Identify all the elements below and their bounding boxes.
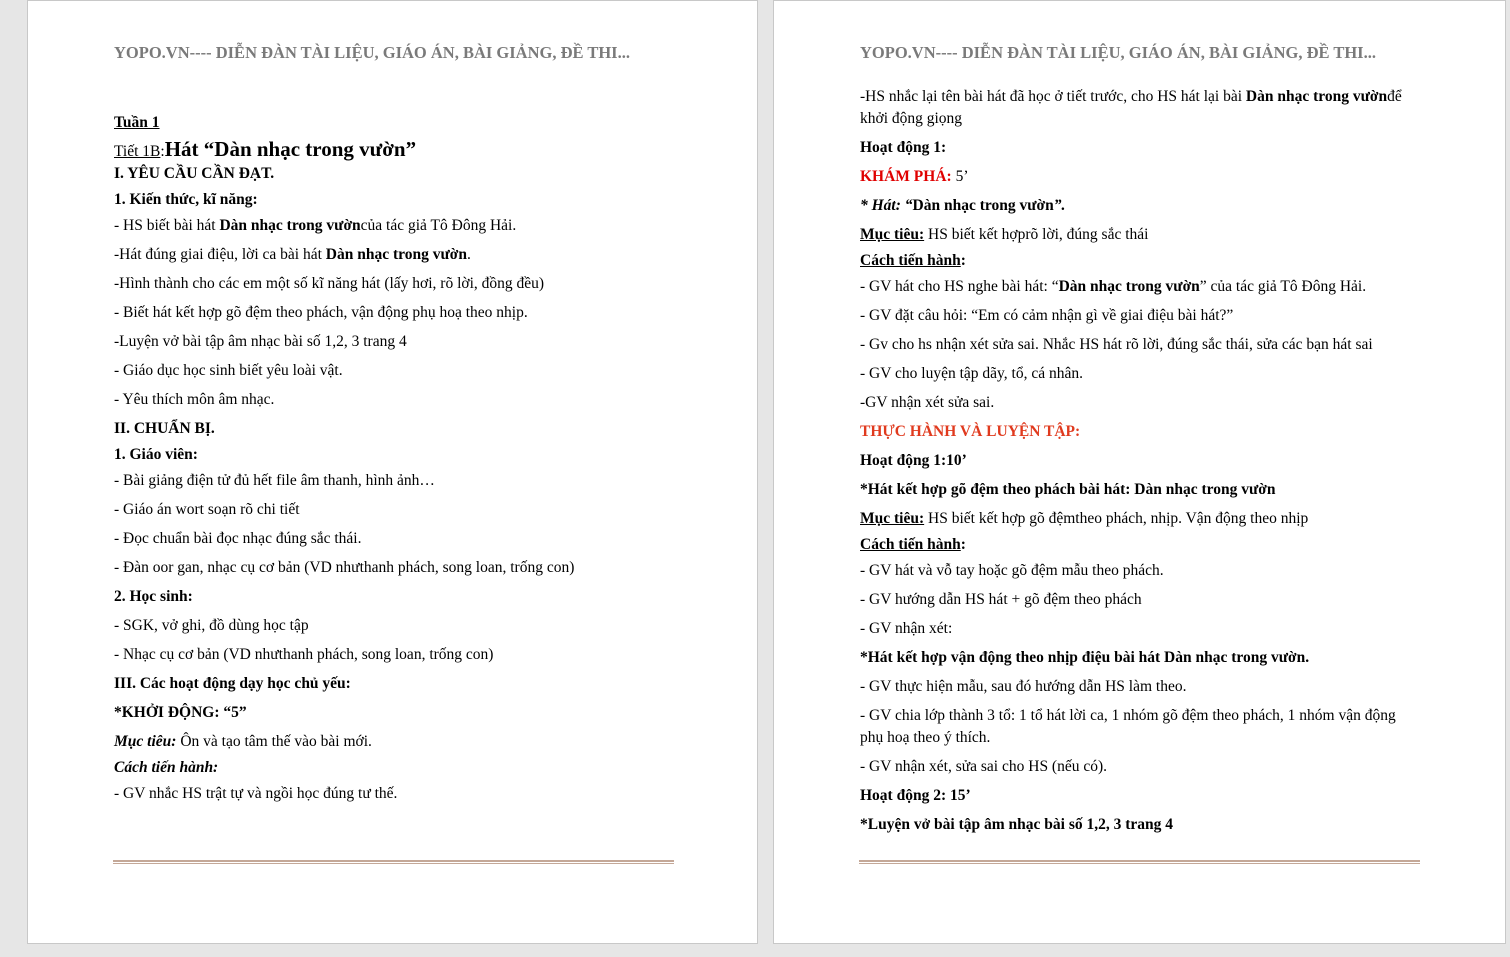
text: ”. (1053, 197, 1066, 214)
objective-line: - Yêu thích môn âm nhạc. (114, 391, 275, 408)
text: ” của tác giả Tô Đông Hải. (1199, 278, 1367, 295)
prep-line: - Nhạc cụ cơ bản (VD nhưthanh phách, song loan, trống con) (114, 646, 494, 663)
text: -Hát đúng giai điệu, lời ca bài hát (114, 246, 326, 263)
week-heading: Tuần 1 (114, 114, 160, 131)
page-body (114, 112, 674, 812)
procedure-line: -GV nhận xét sửa sai. (860, 394, 995, 411)
goal-label: Mục tiêu: (860, 510, 925, 527)
objective-line: - Giáo dục học sinh biết yêu loài vật. (114, 362, 343, 379)
objective-line: -Hình thành cho các em một số kĩ năng hát (lấy hơi, rõ lời, đồng đều) (114, 275, 545, 292)
procedure-line: - GV nhận xét, sửa sai cho HS (nếu có). (860, 758, 1108, 775)
footer-rule (113, 860, 674, 864)
text: *Hát kết hợp vận động theo nhịp điệu bài hát (860, 649, 1165, 666)
activity-heading: Hoạt động 1: (860, 139, 947, 156)
procedure-label: Cách tiến hành (860, 252, 961, 269)
subtask-heading (860, 647, 1420, 669)
procedure-line: - GV cho luyện tập dãy, tổ, cá nhân. (860, 365, 1083, 382)
procedure-line: - GV hát và vỗ tay hoặc gõ đệm mẫu theo phách. (860, 562, 1164, 579)
explore-time: 5’ (951, 168, 969, 185)
text: - GV hát cho HS nghe bài hát: “ (860, 278, 1059, 295)
song-title: Dàn nhạc trong vườn (1134, 481, 1276, 498)
song-title: Dàn nhạc trong vườn (219, 217, 361, 234)
activity-heading: Hoạt động 2: 15’ (860, 787, 971, 804)
procedure-label: Cách tiến hành (860, 536, 961, 553)
goal-label: Mục tiêu: (114, 733, 177, 750)
objective-line (114, 244, 674, 266)
song-title: Dàn nhạc trong vườn (1058, 278, 1200, 295)
footer-rule (859, 860, 1420, 864)
objective-line (114, 215, 674, 237)
subsection-2-1: 1. Giáo viên: (114, 446, 198, 463)
text: *Hát kết hợp gõ đệm theo phách bài hát: (860, 481, 1135, 498)
section-1-title: I. YÊU CẦU CẦN ĐẠT. (114, 165, 275, 182)
subsection-2-2: 2. Học sinh: (114, 588, 193, 605)
song-title: Dàn nhạc trong vườn (325, 246, 467, 263)
goal-line (860, 224, 1420, 246)
song-heading (860, 195, 1420, 217)
procedure-line: - GV đặt câu hỏi: “Em có cảm nhận gì về giai điệu bài hát?” (860, 307, 1234, 324)
document-page-2 (773, 0, 1506, 944)
text: * Hát: “ (860, 197, 913, 214)
prep-line: - Đọc chuẩn bài đọc nhạc đúng sắc thái. (114, 530, 362, 547)
procedure-heading (860, 250, 1420, 272)
activity-heading: Hoạt động 1:10’ (860, 452, 967, 469)
lesson-sep: : (160, 143, 165, 160)
text: - HS biết bài hát (114, 217, 220, 234)
goal-line (114, 731, 674, 753)
goal-line (860, 508, 1420, 530)
prep-line: - SGK, vở ghi, đồ dùng học tập (114, 617, 309, 634)
procedure-label: Cách tiến hành: (114, 759, 219, 776)
page-header: YOPO.VN---- DIỄN ĐÀN TÀI LIỆU, GIÁO ÁN, BÀI GIẢNG, ĐỀ THI... (860, 43, 1376, 62)
page-body (860, 86, 1420, 843)
procedure-line: - GV nhắc HS trật tự và ngồi học đúng tư thế. (114, 785, 398, 802)
procedure-heading (860, 534, 1420, 556)
lesson-title: Hát “Dàn nhạc trong vườn” (164, 137, 417, 161)
explore-heading (860, 166, 1420, 188)
song-title: Dàn nhạc trong vườn (1245, 88, 1388, 105)
procedure-line: - Gv cho hs nhận xét sửa sai. Nhắc HS hát rõ lời, đúng sắc thái, sửa các bạn hát sai (860, 336, 1373, 353)
page-header: YOPO.VN---- DIỄN ĐÀN TÀI LIỆU, GIÁO ÁN, BÀI GIẢNG, ĐỀ THI... (114, 43, 630, 62)
practice-heading: THỰC HÀNH VÀ LUYỆN TẬP: (860, 423, 1081, 440)
goal-text: HS biết kết hợprõ lời, đúng sắc thái (924, 226, 1149, 243)
goal-label: Mục tiêu: (860, 226, 925, 243)
lesson-title-line (114, 138, 674, 163)
prep-line: - Giáo án wort soạn rõ chi tiết (114, 501, 300, 518)
document-page-1 (27, 0, 758, 944)
goal-text: HS biết kết hợp gõ đệmtheo phách, nhịp. Vận động theo nhịp (924, 510, 1309, 527)
procedure-line: - GV nhận xét: (860, 620, 953, 637)
procedure-line: - GV hướng dẫn HS hát + gõ đệm theo phách (860, 591, 1142, 608)
section-2-title: II. CHUẨN BỊ. (114, 420, 215, 437)
warmup-heading: *KHỞI ĐỘNG: “5” (114, 704, 247, 721)
objective-line: - Biết hát kết hợp gõ đệm theo phách, vận động phụ hoạ theo nhịp. (114, 304, 528, 321)
text: -HS nhắc lại tên bài hát đã học ở tiết trước, cho HS hát lại bài (860, 88, 1246, 105)
goal-text: Ôn và tạo tâm thế vào bài mới. (176, 733, 372, 750)
prep-line: - Đàn oor gan, nhạc cụ cơ bản (VD nhưthanh phách, song loan, trống con) (114, 559, 575, 576)
paragraph (860, 86, 1420, 130)
procedure-line: - GV chia lớp thành 3 tổ: 1 tổ hát lời ca, 1 nhóm gõ đệm theo phách, 1 nhóm vận động phụ hoạ theo ý thích. (860, 707, 1396, 746)
explore-label: KHÁM PHÁ: (860, 168, 952, 185)
text: : (960, 536, 966, 553)
subtask-heading: *Luyện vở bài tập âm nhạc bài số 1,2, 3 trang 4 (860, 816, 1174, 833)
procedure-line: - GV thực hiện mẫu, sau đó hướng dẫn HS làm theo. (860, 678, 1187, 695)
text: của tác giả Tô Đông Hải. (360, 217, 517, 234)
song-title: Dàn nhạc trong vườn. (1164, 649, 1310, 666)
procedure-line (860, 276, 1420, 298)
text: để khởi động giọng (860, 88, 1402, 127)
objective-line: -Luyện vở bài tập âm nhạc bài số 1,2, 3 trang 4 (114, 333, 407, 350)
song-title: Dàn nhạc trong vườn (912, 197, 1054, 214)
prep-line: - Bài giảng điện tử đủ hết file âm thanh, hình ảnh… (114, 472, 435, 489)
subsection-1-1: 1. Kiến thức, kĩ năng: (114, 191, 258, 208)
lesson-prefix: Tiết 1B (114, 143, 161, 160)
text: . (467, 246, 471, 263)
section-3-title: III. Các hoạt động dạy học chủ yếu: (114, 675, 351, 692)
subtask-heading (860, 479, 1420, 501)
text: : (960, 252, 966, 269)
